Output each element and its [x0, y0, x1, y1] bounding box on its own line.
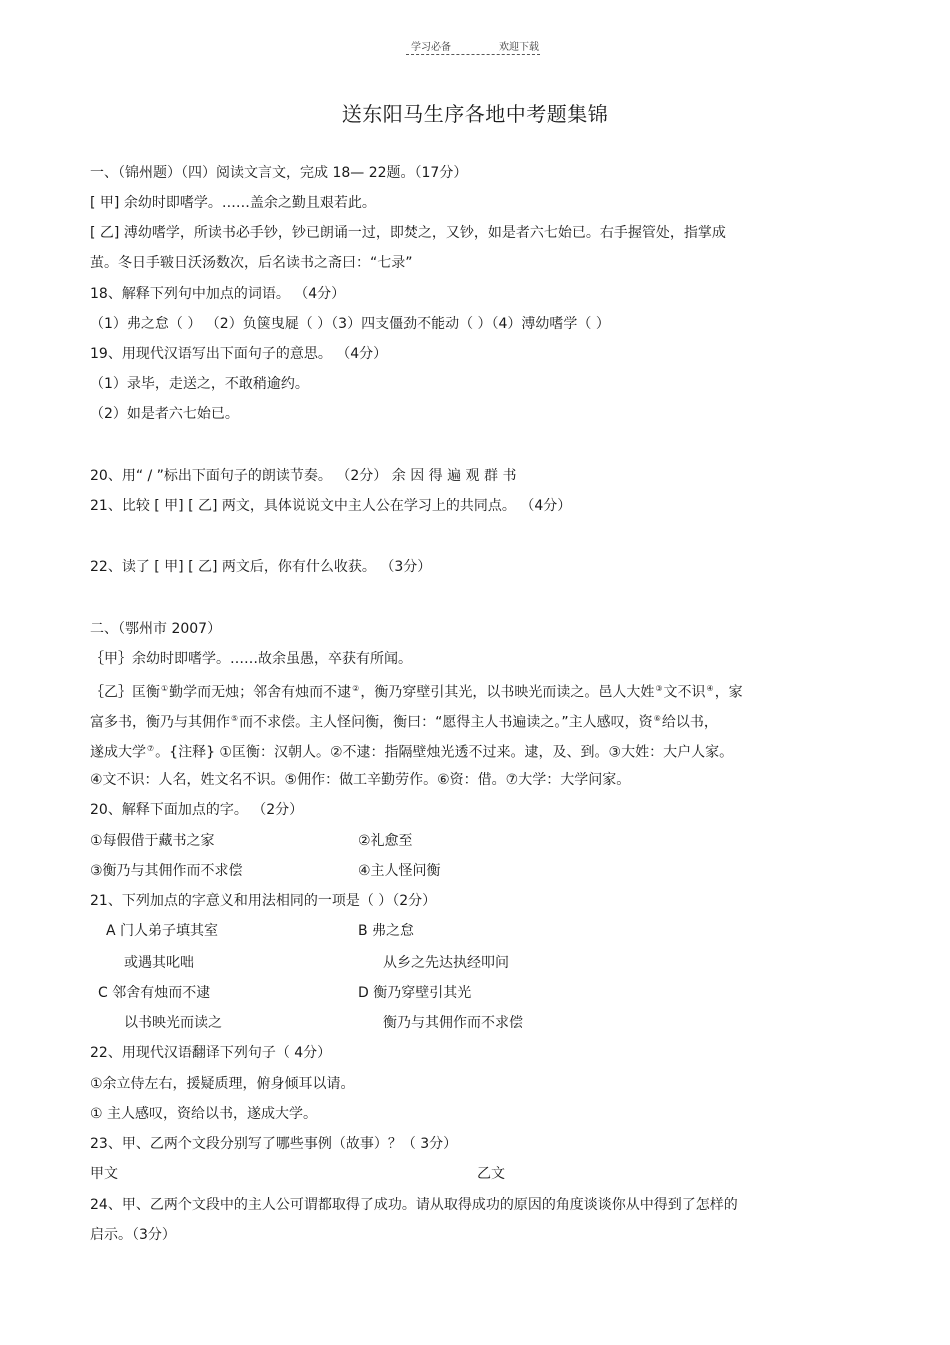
page-header [0, 38, 950, 53]
section1-q19-1: （1）录毕，走送之，不敢稍逾约。 [90, 376, 309, 392]
section1-q20: 20、用“ / ”标出下面句子的朗读节奏。 （2分） 余 因 得 遍 观 群 书 [90, 468, 517, 484]
section2-q21-option-c2: 以书映光而读之 [124, 1015, 222, 1031]
section2-q21-option-d1: D 衡乃穿壁引其光 [358, 985, 472, 1001]
section2-q21: 21、下列加点的字意义和用法相同的一项是（ ）（2分） [90, 893, 437, 909]
page-title: 送东阳马生序各地中考题集锦 [341, 102, 609, 126]
section2-q20-2: ②礼愈至 [358, 833, 413, 849]
footnote-marker: ④ [706, 684, 714, 693]
section2-q24-line1: 24、甲、乙两个文段中的主人公可谓都取得了成功。请从取得成功的原因的角度谈谈你从中得到了怎样的 [90, 1197, 738, 1213]
footnote-marker: ⑤ [231, 714, 239, 723]
section2-heading: 二、（鄂州市 2007） [90, 621, 222, 637]
footnote-marker: ⑦ [147, 744, 155, 753]
section2-q20-4: ④主人怪问衡 [358, 863, 441, 879]
section2-q21-option-a2: 或遇其叱咄 [124, 955, 194, 971]
section2-q20-1: ①每假借于藏书之家 [90, 833, 215, 849]
header-divider [406, 54, 540, 55]
section1-q22: 22、读了 [ 甲] [ 乙] 两文后，你有什么收获。 （3分） [90, 559, 432, 575]
section2-q23-yi-label: 乙文 [477, 1166, 505, 1182]
section2-q23: 23、甲、乙两个文段分别写了哪些事例（故事）？（ 3分） [90, 1136, 458, 1152]
section2-q20-3: ③衡乃与其佣作而不求偿 [90, 863, 243, 879]
section2-q24-line2: 启示。（3分） [90, 1227, 176, 1243]
section1-q19-2: （2）如是者六七始已。 [90, 406, 239, 422]
section1-passage-yi-line1: [ 乙] 溥幼嗜学，所读书必手钞，钞已朗诵一过，即焚之，又钞，如是者六七始已。右手握管处，指掌成 [90, 225, 726, 241]
section2-notes: ④文不识：人名，姓文名不识。⑤佣作：做工辛勤劳作。⑥资：借。⑦大学：大学问家。 [90, 772, 631, 788]
footnote-marker: ⑥ [653, 714, 661, 723]
section2-q23-jia-label: 甲文 [90, 1166, 118, 1182]
section2-passage-yi-line1: ｛乙｝匡衡①勤学而无烛；邻舍有烛而不逮②，衡乃穿壁引其光，以书映光而读之。邑人大姓③文不识④，家 [90, 684, 743, 701]
section1-passage-yi-line2: 茧。冬日手皲日沃汤数次，后名读书之斋曰：“七录” [90, 255, 413, 271]
section1-passage-jia: [ 甲] 余幼时即嗜学。……盖余之勤且艰若此。 [90, 195, 376, 211]
section2-q20: 20、解释下面加点的字。 （2分） [90, 802, 304, 818]
header-right: 欢迎下载 [499, 42, 539, 53]
section2-q22-1: ①余立侍左右，援疑质理，俯身倾耳以请。 [90, 1076, 355, 1092]
section2-q22: 22、用现代汉语翻译下列句子（ 4分） [90, 1045, 332, 1061]
section2-passage-jia: ｛甲｝余幼时即嗜学。……故余虽愚，卒获有所闻。 [90, 651, 412, 667]
section1-q19: 19、用现代汉语写出下面句子的意思。 （4分） [90, 346, 388, 362]
section2-q21-option-b2: 从乡之先达执经叩问 [383, 955, 509, 971]
section2-q21-option-d2: 衡乃与其佣作而不求偿 [383, 1015, 523, 1031]
section1-q21: 21、比较 [ 甲] [ 乙] 两文，具体说说文中主人公在学习上的共同点。 （4分） [90, 498, 572, 514]
section2-q21-option-c1: C 邻舍有烛而不逮 [98, 985, 211, 1001]
section2-q21-option-a1: A 门人弟子填其室 [106, 923, 219, 939]
section2-q21-option-b1: B 弗之怠 [358, 923, 415, 939]
footnote-marker: ② [352, 684, 360, 693]
section1-heading: 一、（锦州题）（四）阅读文言文，完成 18— 22题。（17分） [90, 165, 468, 181]
footnote-marker: ③ [655, 684, 663, 693]
section2-passage-yi-line3: 遂成大学⑦。{注释} ①匡衡：汉朝人。②不逮：指隔壁烛光透不过来。逮，及、到。③大姓：大户人家。 [90, 744, 734, 761]
footnote-marker: ① [161, 684, 169, 693]
section2-passage-yi-line2: 富多书，衡乃与其佣作⑤而不求偿。主人怪问衡，衡曰：“愿得主人书遍读之。”主人感叹，资⑥给以书， [90, 714, 718, 731]
section1-q18-items: （1）弗之怠（ ） （2）负箧曳屣（ ）（3）四支僵劲不能动（ ）（4）溥幼嗜学（ ） [90, 316, 610, 332]
section1-q18: 18、解释下列句中加点的词语。 （4分） [90, 286, 346, 302]
header-left: 学习必备 [411, 42, 451, 53]
section2-q22-2: ① 主人感叹，资给以书，遂成大学。 [90, 1106, 318, 1122]
